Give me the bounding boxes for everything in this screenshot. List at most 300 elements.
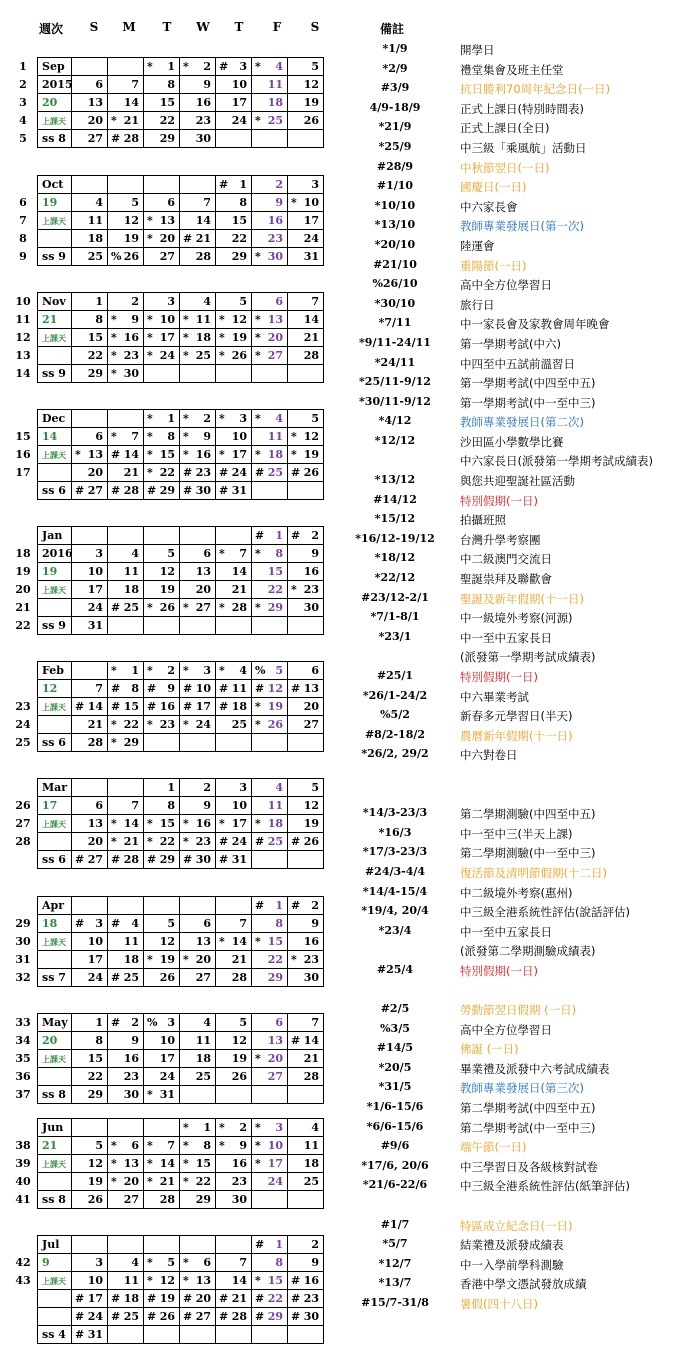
day-number: 29 xyxy=(231,250,247,263)
day-number: 3 xyxy=(275,1121,283,1134)
day-cell xyxy=(108,527,144,545)
day-cell xyxy=(144,815,180,833)
note-code: *20/5 xyxy=(378,1060,412,1074)
note-code: *17/3-23/3 xyxy=(362,845,428,859)
day-cell xyxy=(72,248,108,266)
day-cell xyxy=(108,94,144,112)
week-info xyxy=(38,248,72,266)
day-number: 29 xyxy=(159,853,175,866)
note-code: *22/12 xyxy=(374,571,416,585)
day-mark: # xyxy=(111,1292,121,1305)
day-number: 4 xyxy=(203,295,211,308)
day-number: 28 xyxy=(123,132,139,145)
day-mark: * xyxy=(255,250,261,263)
day-cell xyxy=(252,1254,288,1272)
day-cell xyxy=(216,545,252,563)
day-number: 18 xyxy=(303,1157,319,1170)
day-cell xyxy=(108,112,144,130)
day-mark: # xyxy=(111,448,121,461)
month-dec xyxy=(37,409,324,500)
day-number: 9 xyxy=(311,547,319,560)
day-cell xyxy=(180,1032,216,1050)
day-cell xyxy=(108,680,144,698)
month-nov xyxy=(37,292,324,383)
day-mark: # xyxy=(291,682,301,695)
day-cell xyxy=(108,1308,144,1326)
week-number: 41 xyxy=(15,1193,31,1206)
day-cell xyxy=(180,1137,216,1155)
day-cell xyxy=(108,1014,144,1032)
day-number: 19 xyxy=(159,953,175,966)
week-info xyxy=(38,112,72,130)
day-mark: # xyxy=(111,700,121,713)
note-text: 中六家長日(派發第一學期考試成績表) xyxy=(460,454,653,469)
day-mark: * xyxy=(147,412,153,425)
day-mark: * xyxy=(183,448,189,461)
day-mark: # xyxy=(147,1292,157,1305)
day-cell xyxy=(216,112,252,130)
day-mark: * xyxy=(147,1256,153,1269)
note-text: 第二學期考試(中四至中五) xyxy=(460,1101,596,1116)
day-number: 5 xyxy=(131,196,139,209)
day-mark: * xyxy=(219,1139,225,1152)
day-number: 15 xyxy=(123,700,139,713)
day-cell xyxy=(180,94,216,112)
note-row xyxy=(340,1216,700,1236)
day-cell xyxy=(108,1236,144,1254)
week-number: 7 xyxy=(19,214,27,227)
note-row xyxy=(340,569,700,589)
day-mark: * xyxy=(219,349,225,362)
day-cell xyxy=(72,1308,108,1326)
week-number: 42 xyxy=(15,1256,31,1269)
day-cell xyxy=(72,1032,108,1050)
day-number: 25 xyxy=(267,835,283,848)
day-cell xyxy=(180,1119,216,1137)
day-number: 9 xyxy=(275,196,283,209)
day-number: 13 xyxy=(87,817,103,830)
day-mark: # xyxy=(183,1292,193,1305)
day-number: 10 xyxy=(87,935,103,948)
day-number: 11 xyxy=(267,799,283,812)
day-number: 23 xyxy=(123,1070,139,1083)
day-number: 25 xyxy=(123,971,139,984)
day-number: 23 xyxy=(195,466,211,479)
note-text: 中一至中五家長日 xyxy=(460,924,552,939)
day-cell xyxy=(216,1155,252,1173)
day-mark: * xyxy=(183,331,189,344)
day-mark: * xyxy=(183,1157,189,1170)
note-text: 中三級全港系統性評估(說話評估) xyxy=(460,905,630,920)
day-cell xyxy=(180,1086,216,1104)
day-number: 2 xyxy=(311,1238,319,1251)
day-cell xyxy=(216,563,252,581)
week-info xyxy=(38,58,72,76)
day-cell xyxy=(180,176,216,194)
day-number: 20 xyxy=(195,953,211,966)
week-number: 25 xyxy=(15,736,31,749)
note-text: 第二學期測驗(中四至中五) xyxy=(460,807,596,822)
day-cell xyxy=(144,347,180,365)
day-cell xyxy=(144,1173,180,1191)
day-mark: * xyxy=(255,1052,261,1065)
day-mark: * xyxy=(291,196,297,209)
note-text: 中秋節翌日(一日) xyxy=(460,160,550,175)
day-number: 2 xyxy=(131,1016,139,1029)
day-number: 14 xyxy=(195,214,211,227)
note-row xyxy=(340,216,700,236)
day-cell xyxy=(108,293,144,311)
day-cell xyxy=(180,716,216,734)
note-text: 中三學習日及各級核對試卷 xyxy=(460,1159,598,1174)
day-mark: * xyxy=(183,313,189,326)
week-number: 22 xyxy=(15,619,31,632)
week-info-label: 上課天 xyxy=(42,585,66,595)
day-number: 7 xyxy=(131,430,139,443)
day-cell xyxy=(144,851,180,869)
day-cell xyxy=(180,482,216,500)
day-mark: # xyxy=(219,178,229,191)
day-number: 3 xyxy=(239,412,247,425)
day-number: 15 xyxy=(267,1274,283,1287)
note-row xyxy=(340,608,700,628)
week-info xyxy=(38,94,72,112)
note-text: 重陽節(一日) xyxy=(460,258,527,273)
day-cell xyxy=(288,329,324,347)
day-mark: * xyxy=(219,448,225,461)
day-cell xyxy=(252,194,288,212)
week-info xyxy=(38,563,72,581)
note-text: 農曆新年假期(十一日) xyxy=(460,728,573,743)
day-cell xyxy=(252,94,288,112)
day-cell xyxy=(288,734,324,752)
week-info xyxy=(38,1032,72,1050)
day-header: W xyxy=(196,20,210,34)
day-cell xyxy=(216,779,252,797)
day-cell xyxy=(108,329,144,347)
day-number: 9 xyxy=(239,1139,247,1152)
day-cell xyxy=(216,1050,252,1068)
week-info-label: ss 4 xyxy=(42,1328,66,1341)
day-cell xyxy=(144,581,180,599)
note-code: *23/1 xyxy=(378,629,412,643)
note-code: *24/11 xyxy=(374,355,416,369)
day-cell xyxy=(216,230,252,248)
week-number: 14 xyxy=(15,367,31,380)
day-cell xyxy=(252,446,288,464)
note-text: (派發第二學期測驗成績表) xyxy=(460,944,596,959)
note-code: %26/10 xyxy=(372,277,418,291)
day-mark: * xyxy=(183,1274,189,1287)
day-number: 7 xyxy=(239,917,247,930)
day-cell xyxy=(216,797,252,815)
day-number: 18 xyxy=(195,1052,211,1065)
note-code: *5/7 xyxy=(382,1237,408,1251)
note-code: *14/3-23/3 xyxy=(362,806,428,820)
day-cell xyxy=(72,329,108,347)
day-number: 24 xyxy=(159,349,175,362)
week-info xyxy=(38,851,72,869)
day-cell xyxy=(288,1191,324,1209)
day-mark: * xyxy=(183,349,189,362)
day-cell xyxy=(216,969,252,987)
day-mark: * xyxy=(147,601,153,614)
day-cell xyxy=(180,230,216,248)
day-cell xyxy=(288,311,324,329)
day-number: 26 xyxy=(123,250,139,263)
day-number: 6 xyxy=(203,917,211,930)
day-number: 26 xyxy=(267,718,283,731)
day-cell xyxy=(252,176,288,194)
day-cell xyxy=(288,212,324,230)
day-cell xyxy=(108,698,144,716)
note-text: 拍攝班照 xyxy=(460,513,506,528)
note-code: *20/10 xyxy=(374,237,416,251)
day-number: 16 xyxy=(303,565,319,578)
day-cell xyxy=(288,482,324,500)
day-mark: # xyxy=(111,484,121,497)
day-number: 22 xyxy=(159,466,175,479)
day-cell xyxy=(252,1326,288,1344)
day-cell xyxy=(108,428,144,446)
day-cell xyxy=(252,76,288,94)
note-code: *13/10 xyxy=(374,218,416,232)
day-number: 4 xyxy=(131,917,139,930)
day-number: 12 xyxy=(123,214,139,227)
day-cell xyxy=(108,1191,144,1209)
day-number: 12 xyxy=(159,1274,175,1287)
day-cell xyxy=(288,897,324,915)
day-number: 18 xyxy=(267,448,283,461)
day-cell xyxy=(216,581,252,599)
note-text: 中六對卷日 xyxy=(460,748,518,763)
day-cell xyxy=(108,951,144,969)
week-info xyxy=(38,1014,72,1032)
day-number: 13 xyxy=(123,1157,139,1170)
week-info-label: ss 6 xyxy=(42,853,66,866)
note-row xyxy=(340,765,700,785)
day-number: 20 xyxy=(195,583,211,596)
day-number: 11 xyxy=(195,1034,211,1047)
week-number: 37 xyxy=(15,1088,31,1101)
day-cell xyxy=(288,1119,324,1137)
day-number: 16 xyxy=(195,96,211,109)
week-info xyxy=(38,464,72,482)
day-number: 30 xyxy=(195,132,211,145)
day-number: 8 xyxy=(167,78,175,91)
week-info-label: 上課天 xyxy=(42,216,66,226)
day-number: 24 xyxy=(87,1310,103,1323)
day-cell xyxy=(252,1032,288,1050)
note-row xyxy=(340,922,700,942)
note-row xyxy=(340,687,700,707)
day-cell xyxy=(216,527,252,545)
day-number: 5 xyxy=(239,295,247,308)
week-info xyxy=(38,797,72,815)
week-number: 28 xyxy=(15,835,31,848)
day-cell xyxy=(144,1086,180,1104)
week-info xyxy=(38,1191,72,1209)
day-cell xyxy=(288,1173,324,1191)
note-row xyxy=(340,295,700,315)
day-mark: # xyxy=(255,1238,265,1251)
day-number: 11 xyxy=(195,313,211,326)
week-info xyxy=(38,680,72,698)
day-cell xyxy=(216,815,252,833)
day-cell xyxy=(72,1173,108,1191)
day-cell xyxy=(72,1137,108,1155)
week-info-label: Jul xyxy=(42,1238,60,1251)
day-mark: * xyxy=(219,601,225,614)
day-mark: * xyxy=(255,547,261,560)
day-mark: * xyxy=(183,1175,189,1188)
day-number: 7 xyxy=(239,547,247,560)
day-number: 2 xyxy=(239,1121,247,1134)
day-number: 25 xyxy=(195,1070,211,1083)
day-cell xyxy=(216,1326,252,1344)
day-number: 3 xyxy=(95,917,103,930)
day-number: 27 xyxy=(267,349,283,362)
day-number: 13 xyxy=(195,935,211,948)
day-number: 17 xyxy=(87,583,103,596)
note-text: 教師專業發展日(第二次) xyxy=(460,415,584,430)
day-cell xyxy=(252,112,288,130)
day-cell xyxy=(72,1086,108,1104)
day-number: 7 xyxy=(131,799,139,812)
note-text: 佛誕 (一日) xyxy=(460,1042,519,1057)
day-number: 19 xyxy=(231,331,247,344)
day-mark: # xyxy=(111,682,121,695)
week-info xyxy=(38,1290,72,1308)
note-text: 中二級境外考察(惠州) xyxy=(460,885,573,900)
note-code: #28/9 xyxy=(376,159,414,173)
day-number: 31 xyxy=(159,1088,175,1101)
day-number: 4 xyxy=(275,60,283,73)
day-mark: # xyxy=(75,700,85,713)
day-cell xyxy=(288,851,324,869)
day-number: 4 xyxy=(275,412,283,425)
day-cell xyxy=(180,1014,216,1032)
day-number: 4 xyxy=(131,547,139,560)
day-cell xyxy=(72,734,108,752)
note-row xyxy=(340,863,700,883)
day-number: 18 xyxy=(123,953,139,966)
day-cell xyxy=(180,329,216,347)
day-number: 3 xyxy=(167,1016,175,1029)
week-info-label: 上課天 xyxy=(42,116,66,126)
day-cell xyxy=(108,176,144,194)
note-text: 教師專業發展日(第三次) xyxy=(460,1081,584,1096)
day-number: 31 xyxy=(87,619,103,632)
day-cell xyxy=(180,617,216,635)
day-number: 12 xyxy=(159,935,175,948)
note-text: 禮堂集會及班主任堂 xyxy=(460,62,564,77)
week-info xyxy=(38,933,72,951)
day-cell xyxy=(216,482,252,500)
note-row xyxy=(340,1157,700,1177)
day-number: 12 xyxy=(159,565,175,578)
day-number: 12 xyxy=(87,1157,103,1170)
day-mark: * xyxy=(219,664,225,677)
day-number: 17 xyxy=(231,96,247,109)
day-cell xyxy=(72,365,108,383)
month-oct xyxy=(37,175,324,266)
day-mark: * xyxy=(183,817,189,830)
note-text: (派發第一學期考試成績表) xyxy=(460,650,596,665)
day-cell xyxy=(216,833,252,851)
day-cell xyxy=(252,347,288,365)
note-code: *12/12 xyxy=(374,433,416,447)
day-number: 5 xyxy=(95,1139,103,1152)
week-number: 1 xyxy=(19,60,27,73)
day-mark: % xyxy=(147,1016,158,1029)
day-mark: * xyxy=(111,367,117,380)
day-cell xyxy=(72,1155,108,1173)
week-info-label: 上課天 xyxy=(42,1159,66,1169)
day-number: 30 xyxy=(195,484,211,497)
week-info-label: ss 9 xyxy=(42,250,66,263)
day-mark: # xyxy=(147,682,157,695)
week-info-label: ss 8 xyxy=(42,132,66,145)
month-jul xyxy=(37,1235,324,1344)
day-cell xyxy=(144,1236,180,1254)
day-cell xyxy=(288,680,324,698)
note-code: #15/7-31/8 xyxy=(361,1296,429,1309)
day-cell xyxy=(144,1308,180,1326)
week-info xyxy=(38,1272,72,1290)
day-number: 14 xyxy=(87,700,103,713)
day-number: 7 xyxy=(131,78,139,91)
day-cell xyxy=(144,933,180,951)
day-cell xyxy=(72,1191,108,1209)
day-cell xyxy=(180,248,216,266)
week-info-label: Nov xyxy=(42,295,66,308)
note-text: 中一至中三(半天上課) xyxy=(460,826,573,841)
month-sep xyxy=(37,57,324,148)
note-code: *6/6-15/6 xyxy=(366,1119,424,1133)
day-cell xyxy=(180,212,216,230)
day-number: 10 xyxy=(159,1034,175,1047)
day-number: 5 xyxy=(167,1256,175,1269)
day-cell xyxy=(216,698,252,716)
week-number: 26 xyxy=(15,799,31,812)
day-cell xyxy=(144,698,180,716)
day-cell xyxy=(252,779,288,797)
note-text: 高中全方位學習日 xyxy=(460,1022,552,1037)
day-cell xyxy=(288,915,324,933)
note-text: 陸運會 xyxy=(460,238,495,253)
day-cell xyxy=(288,545,324,563)
day-cell xyxy=(72,1236,108,1254)
day-cell xyxy=(72,130,108,148)
day-number: 30 xyxy=(303,1310,319,1323)
note-text: 旅行日 xyxy=(460,297,495,312)
week-info xyxy=(38,662,72,680)
week-info-label: 20 xyxy=(42,96,58,109)
day-cell xyxy=(252,248,288,266)
note-text: 台灣升學考察團 xyxy=(460,532,541,547)
week-info xyxy=(38,1137,72,1155)
day-number: 2 xyxy=(203,60,211,73)
week-info xyxy=(38,212,72,230)
day-cell xyxy=(144,428,180,446)
week-number: 4 xyxy=(19,114,27,127)
day-number: 26 xyxy=(159,971,175,984)
day-mark: * xyxy=(255,114,261,127)
day-mark: # xyxy=(291,1034,301,1047)
day-mark: # xyxy=(183,853,193,866)
day-number: 22 xyxy=(267,1292,283,1305)
